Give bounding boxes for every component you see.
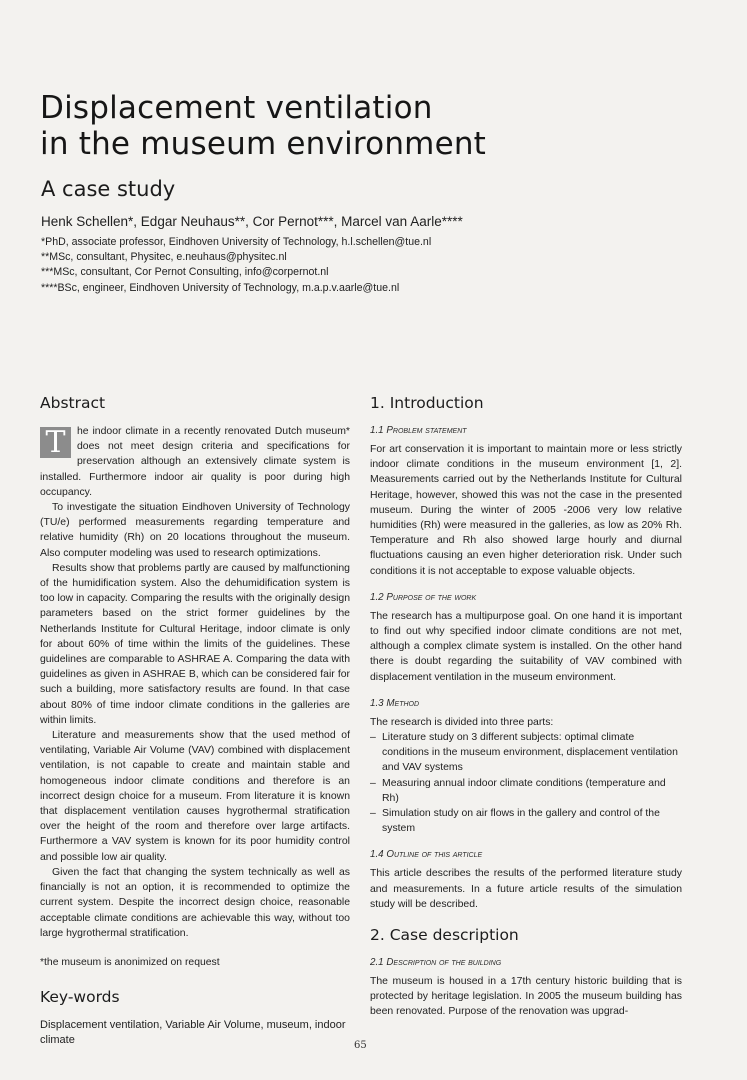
building-description-text: The museum is housed in a 17th century historic building that is protected by heritage legislation. In 2005 the museum building has been renovated. Purpose of the renovation was upgrad- (370, 976, 682, 1018)
affiliation-1: *PhD, associate professor, Eindhoven University of Technology, h.l.schellen@tue.nl (41, 236, 432, 248)
article-title (40, 90, 486, 162)
method-list-item: – Literature study on 3 different subjects: optimal climate conditions in the museum environment, displacement ventilation and VAV systems (370, 730, 682, 776)
keywords-heading: Key-words (40, 987, 120, 1006)
abstract-paragraph-2: To investigate the situation Eindhoven University of Technology (TU/e) performed measurements regarding temperature and relative humidity (Rh) on 20 locations throughout the museum. Also computer modeling was used to research optimizations. (40, 502, 350, 559)
subsection-number: 2.1 (370, 957, 384, 969)
subsection-1-1-heading (370, 424, 682, 438)
keywords-text: Displacement ventilation, Variable Air Volume, museum, indoor climate (40, 1018, 346, 1047)
abstract-paragraph-5: Given the fact that changing the system technically as well as financially is not an option, it is recommended to optimize the current system. Despite the incorrect design choice, reasonable acceptable climate conditions are achievable this way, without too large hygrothermal stratification. (40, 866, 350, 939)
introduction-heading: 1. Introduction (370, 394, 484, 412)
author-list: Henk Schellen*, Edgar Neuhaus**, Cor Pernot***, Marcel van Aarle**** (41, 214, 463, 229)
subsection-number: 1.3 (370, 697, 384, 709)
subsection-title: Description of the building (386, 957, 502, 969)
outline-text: This article describes the results of the performed literature study and measurements. In a future article results of the simulation study will be described. (370, 868, 682, 910)
drop-cap: T (40, 427, 71, 458)
title-line-2: in the museum environment (40, 126, 487, 162)
subsection-title: Method (386, 697, 420, 709)
subsection-number: 1.1 (370, 425, 384, 436)
problem-statement-text: For art conservation it is important to maintain more or less strictly indoor climate conditions in the museum environment [1, 2]. Measurements carried out by the Netherlands Institute for Cultural Heritage, however, showed this was not the case in the presented museum. During the winter of 2005 -2006 very low relative humidities (Rh) were measured in the galleries, as low as 20% Rh. Temperature and Rh also showed large hourly and diurnal fluctuations causing an even higher deterioration risk. Under such conditions it is not acceptable to expose valuable objects. (370, 444, 682, 577)
page-number: 65 (354, 1040, 367, 1051)
affiliation-2: **MSc, consultant, Physitec, e.neuhaus@physitec.nl (41, 251, 287, 264)
right-column (370, 392, 682, 1020)
subsection-title: Purpose of the work (386, 591, 477, 603)
affiliation-3: ***MSc, consultant, Cor Pernot Consulting, info@corpernot.nl (41, 266, 329, 279)
subsection-1-2-heading (370, 591, 682, 605)
subsection-number: 1.2 (370, 591, 384, 603)
abstract-heading: Abstract (40, 394, 106, 412)
article-subtitle: A case study (41, 177, 176, 201)
abstract-first-paragraph (40, 424, 350, 500)
footnote-anonymized: *the museum is anonimized on request (40, 956, 220, 968)
abstract-paragraph-1: he indoor climate in a recently renovated Dutch museum* does not meet design criteria and specifications for preservation although an extensively climate system is installed. Furthermore indoor air quality is poor during high occupancy. (40, 426, 350, 498)
affiliations (41, 235, 431, 296)
method-list (370, 730, 682, 836)
method-list-item: – Simulation study on air flows in the gallery and control of the system (370, 806, 682, 836)
purpose-text: The research has a multipurpose goal. On one hand it is important to find out why specified indoor climate conditions are not met, although a complex climate system is installed. On the other hand there is doubt regarding the suitability of VAV combined with displacement ventilation in the museum environment. (370, 610, 682, 683)
subsection-2-1-heading (370, 956, 682, 970)
case-description-heading: 2. Case description (370, 926, 519, 945)
subsection-1-4-heading (370, 848, 682, 862)
abstract-paragraph-4: Literature and measurements show that the used method of ventilating, Variable Air Volume (VAV) combined with displacement ventilation, is not capable to create and maintain stable and homogeneous indoor climate conditions and therefore is an incorrect design choice for a museum. From literature it is known that displacement ventilation causes hygrothermal stratification over the height of the room and therefore over large artifacts. Furthermore a VAV system is known for its poor humidity control and possible low air quality. (40, 730, 350, 863)
method-text: The research is divided into three parts: (370, 716, 554, 728)
method-list-item: – Measuring annual indoor climate conditions (temperature and Rh) (370, 776, 682, 806)
subsection-number: 1.4 (370, 849, 384, 861)
title-line-1: Displacement ventilation (40, 90, 433, 126)
subsection-title: Outline of this article (386, 849, 483, 861)
affiliation-4: ****BSc, engineer, Eindhoven University of Technology, m.a.p.v.aarle@tue.nl (41, 281, 400, 294)
subsection-1-3-heading (370, 697, 682, 711)
subsection-title: Problem statement (386, 425, 467, 436)
left-column (40, 392, 350, 1049)
abstract-paragraph-3: Results show that problems partly are caused by malfunctioning of the humidification system. Also the dehumidification system is too low in capacity. Comparing the results with the originally design parameters based on the strict former guidelines by the Netherlands Institute for Cultural Heritage, indoor climate is only for about 60% of time within the limits of the guidelines. These guidelines are comparable to ASHRAE A. Comparing the data with guidelines as given in ASHRAE B, which can be considered fair for such a building, more satisfactory results are found. In that case about 80% of time indoor climate conditions in the galleries are within limits. (40, 562, 350, 726)
